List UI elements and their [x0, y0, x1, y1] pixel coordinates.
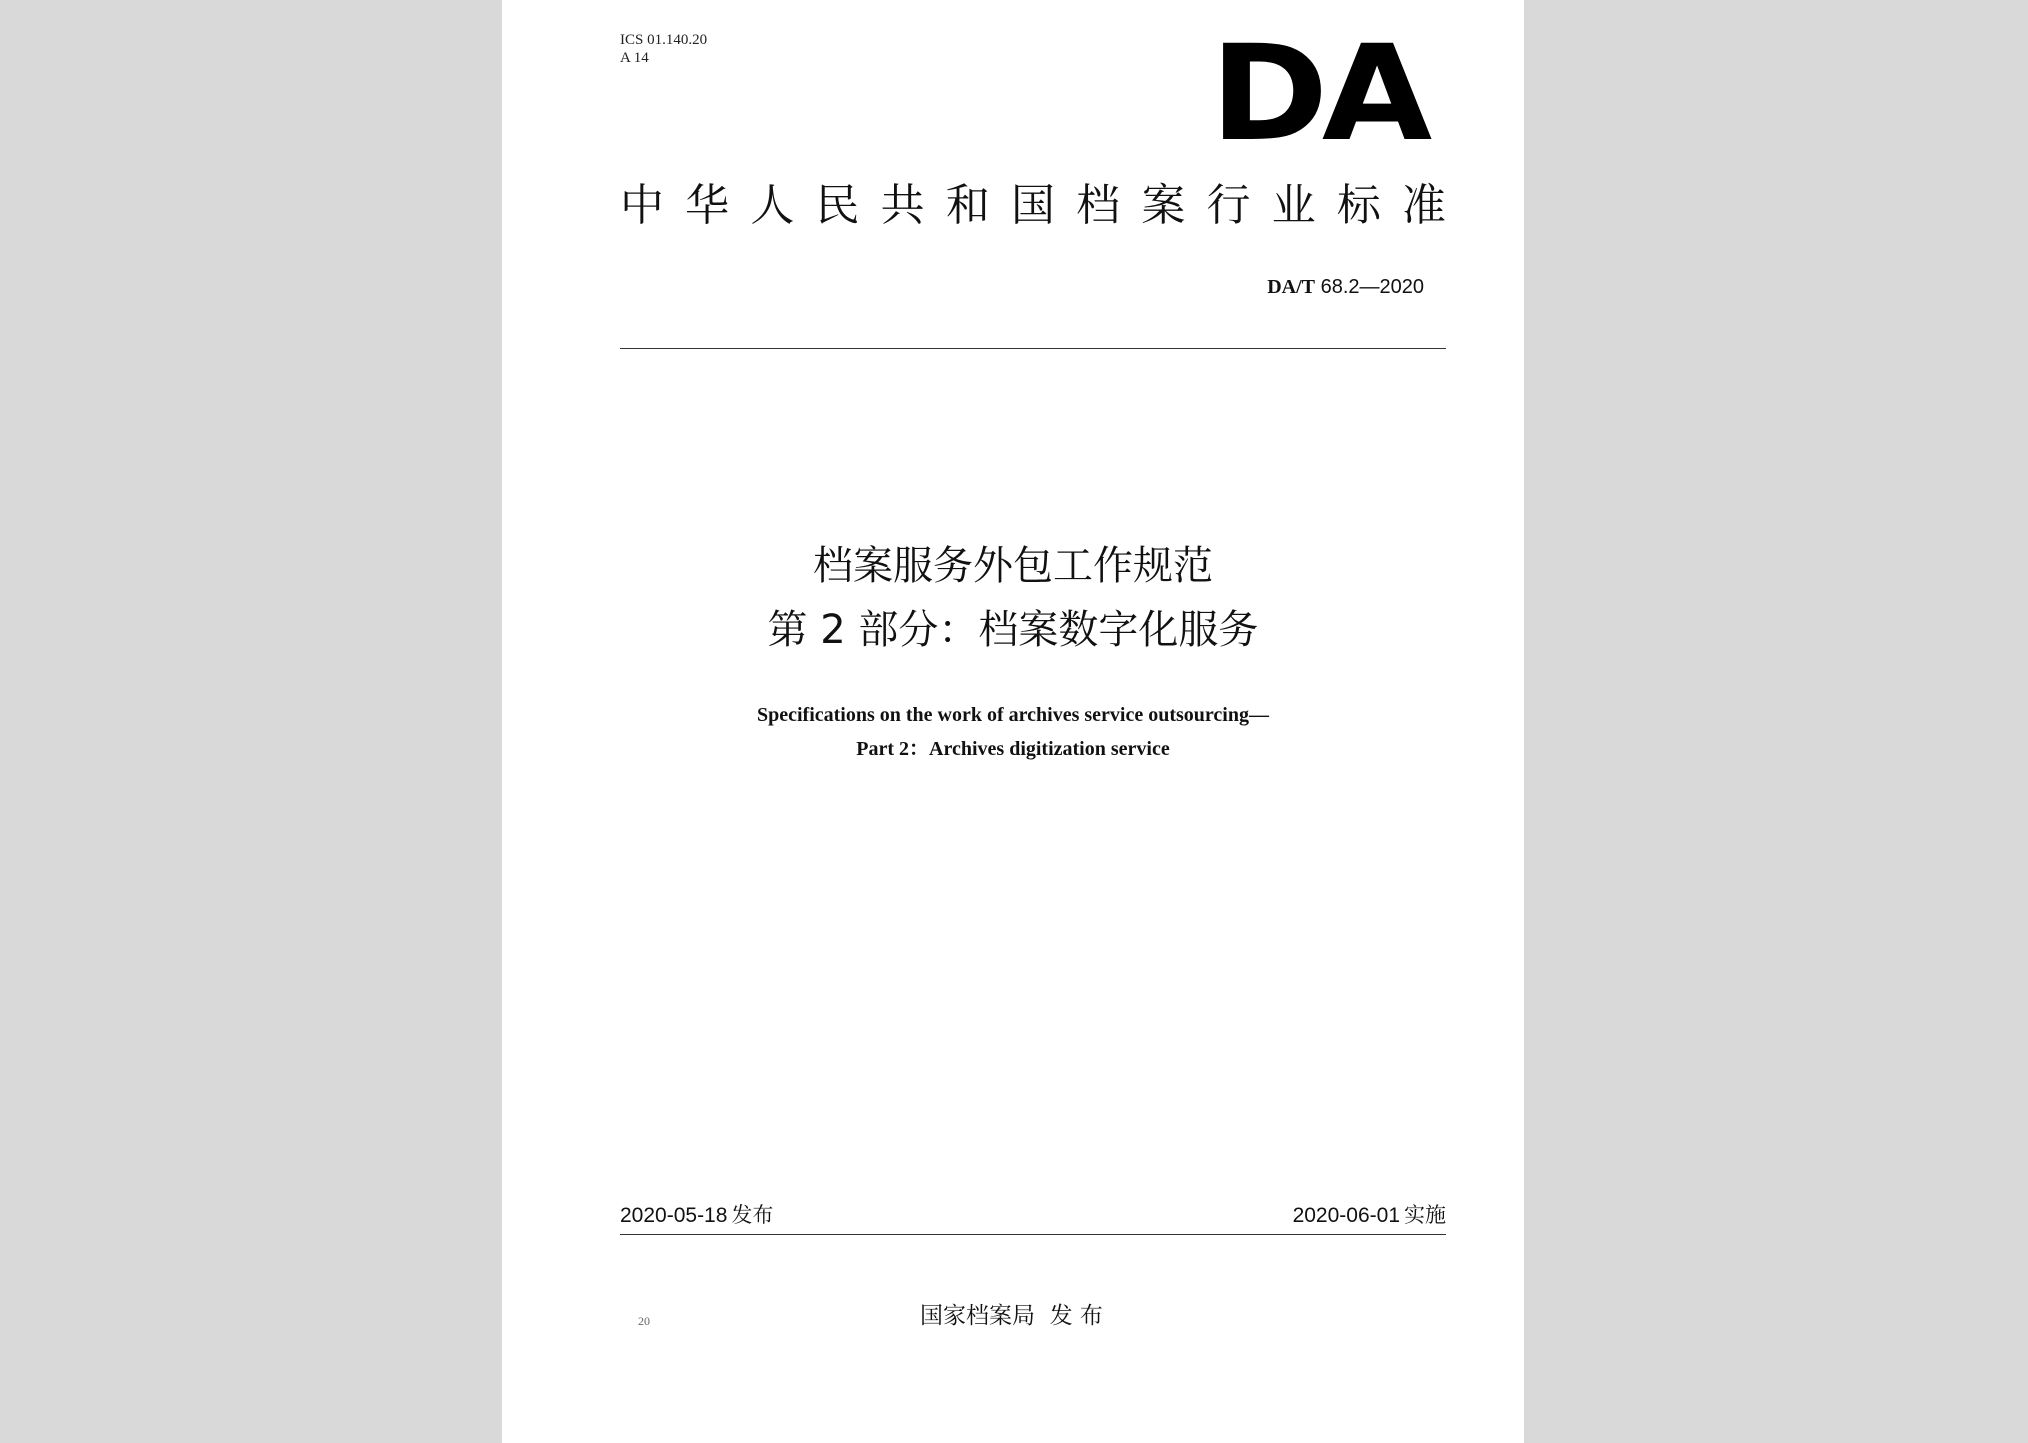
issue-date	[620, 1201, 773, 1230]
title-english-line2: Part 2：Archives digitization service	[856, 738, 1170, 760]
ics-code: ICS 01.140.20	[620, 32, 708, 48]
header-divider	[620, 348, 1446, 349]
issuing-authority: 国家档案局 发 布	[920, 1303, 1103, 1329]
footer-divider	[620, 1234, 1446, 1235]
ccs-code: A 14	[620, 50, 649, 66]
classification-codes	[620, 31, 707, 67]
standard-category-title: 中华人民共和国档案行业标准	[620, 180, 1446, 231]
issue-date-label: 发布	[731, 1203, 774, 1227]
standard-code: DA/T	[1267, 276, 1316, 298]
implementation-date	[1293, 1201, 1446, 1230]
title-chinese-line2: 第 2 部分：档案数字化服务	[767, 607, 1259, 653]
standard-number-value: 68.2—2020	[1320, 276, 1424, 298]
da-logo: DA	[1210, 17, 1426, 171]
issue-date-value: 2020-05-18	[620, 1204, 728, 1227]
page-mark: 20	[638, 1314, 650, 1328]
implementation-date-label: 实施	[1404, 1203, 1446, 1227]
implementation-date-value: 2020-06-01	[1292, 1204, 1400, 1227]
document-page	[502, 0, 1524, 1443]
title-chinese-line1: 档案服务外包工作规范	[813, 543, 1213, 589]
title-english-line1: Specifications on the work of archives service outsourcing—	[756, 704, 1269, 726]
standard-number	[1267, 276, 1424, 299]
